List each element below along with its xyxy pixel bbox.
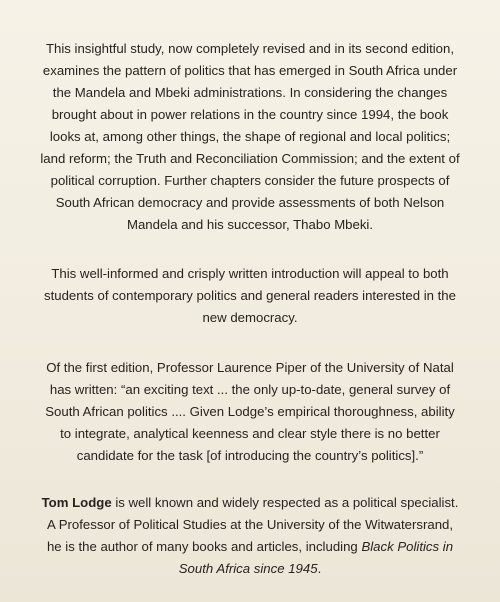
author-bio-end: . [317, 561, 322, 576]
author-bio-paragraph [40, 492, 460, 580]
review-quote-paragraph: Of the first edition, Professor Laurence Piper of the University of Natal has written: “an exciting text ... the only up-to-date, general survey of South African politics .... Given Lodge’s empirical thoroughness, ability to integrate, analytical keenness and clear style there is no better candidate for the task [of introducing the country’s politics].” [45, 360, 455, 463]
author-name: Tom Lodge [41, 495, 112, 510]
intro-paragraph: This insightful study, now completely revised and in its second edition, examines the pattern of politics that has emerged in South Africa under the Mandela and Mbeki administrations. In considering the changes brought about in power relations in the country since 1994, the book looks at, among other things, the shape of regional and local politics; land reform; the Truth and Reconciliation Commission; and the extent of political corruption. Further chapters consider the future prospects of South African democracy and provide assessments of both Nelson Mandela and his successor, Thabo Mbeki. [40, 41, 460, 232]
author-bio-text: is well known and widely respected as a political specialist. A Professor of Political Studies at the University of the Witwatersrand, he is the author of many books and articles, including [46, 495, 459, 554]
book-title: Black Politics in South Africa since 1945 [178, 539, 454, 576]
appeal-paragraph: This well-informed and crisply written introduction will appeal to both students of contemporary politics and general readers interested in the new democracy. [44, 266, 456, 325]
